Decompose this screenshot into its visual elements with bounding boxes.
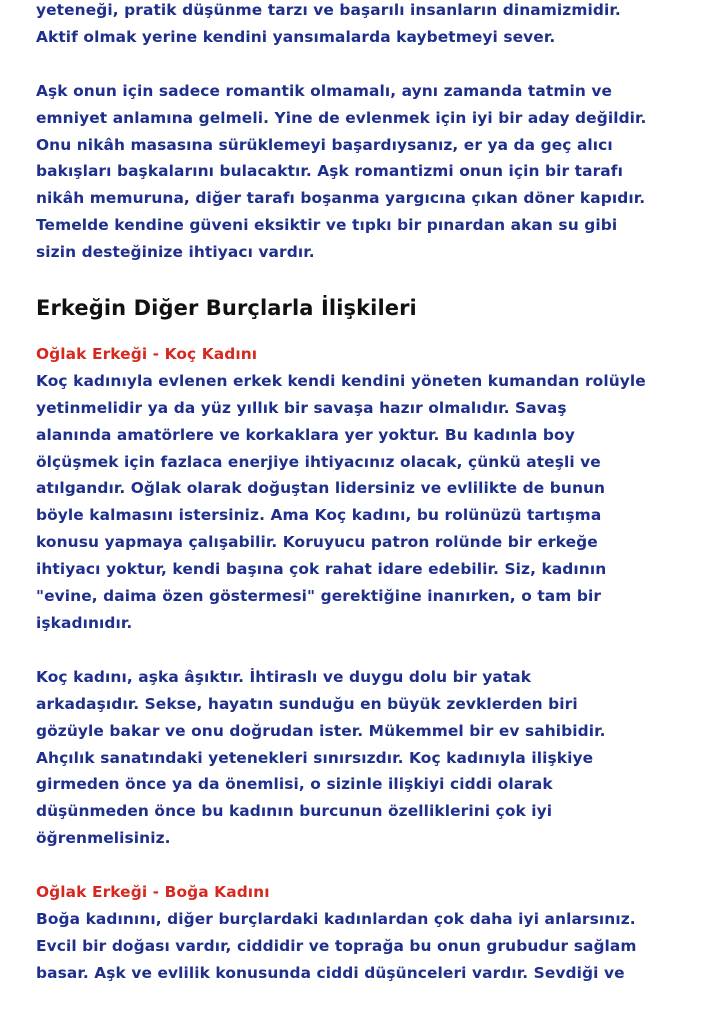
text-line: yetinmelidir ya da yüz yıllık bir savaşa hazır olmalıdır. Savaş	[36, 398, 567, 417]
text-line: konusu yapmaya çalışabilir. Koruyucu patron rolünde bir erkeğe	[36, 533, 598, 552]
text-line: girmeden önce ya da önemlisi, o sizinle ilişkiyi ciddi olarak	[36, 775, 553, 794]
text-line: sizin desteğinize ihtiyacı vardır.	[36, 243, 315, 262]
text-line: Temelde kendine güveni eksiktir ve tıpkı bir pınardan akan su gibi	[36, 216, 618, 235]
text-line: Koç kadını, aşka âşıktır. İhtiraslı ve duygu dolu bir yatak	[36, 667, 532, 686]
text-line: alanında amatörlere ve korkaklara yer yoktur. Bu kadınla boy	[36, 425, 575, 444]
text-line: "evine, daima özen göstermesi" gerektiğine inanırken, o tam bir	[36, 587, 602, 606]
text-line: ölçüşmek için fazlaca enerjiye ihtiyacınız olacak, çünkü ateşli ve	[36, 452, 601, 471]
subsection-title: Oğlak Erkeği - Boğa Kadını	[36, 883, 270, 902]
text-line: Aktif olmak yerine kendini yansımalarda kaybetmeyi sever.	[36, 27, 556, 46]
text-line: gözüyle bakar ve onu doğrudan ister. Mükemmel bir ev sahibidir.	[36, 721, 606, 740]
text-line: atılgandır. Oğlak olarak doğuştan lidersiniz ve evlilikte de bunun	[36, 479, 606, 498]
text-line: Aşk onun için sadece romantik olmamalı, aynı zamanda tatmin ve	[36, 81, 613, 100]
text-line: bakışları başkalarını bulacaktır. Aşk romantizmi onun için bir tarafı	[36, 162, 623, 181]
document-page	[36, 0, 706, 1014]
paragraph-aries-woman	[36, 664, 706, 852]
text-line: düşünmeden önce bu kadının burcunun özelliklerini çok iyi	[36, 802, 553, 821]
paragraph-love	[36, 78, 706, 266]
text-line: basar. Aşk ve evlilik konusunda ciddi düşünceleri vardır. Sevdiği ve	[36, 963, 625, 982]
section-heading: Erkeğin Diğer Burçlarla İlişkileri	[36, 295, 417, 320]
text-line: Boğa kadınını, diğer burçlardaki kadınlardan çok daha iyi anlarsınız.	[36, 909, 636, 928]
paragraph-intro	[36, 0, 706, 51]
section-capricorn-taurus	[36, 879, 706, 987]
subsection-title: Oğlak Erkeği - Koç Kadını	[36, 344, 258, 363]
text-line: işkadınıdır.	[36, 614, 133, 632]
text-line: arkadaşıdır. Sekse, hayatın sunduğu en büyük zevklerden biri	[36, 694, 578, 713]
text-line: yeteneği, pratik düşünme tarzı ve başarılı insanların dinamizmidir.	[36, 1, 621, 19]
text-line: Ahçılık sanatındaki yetenekleri sınırsızdır. Koç kadınıyla ilişkiye	[36, 748, 594, 767]
text-line: nikâh memuruna, diğer tarafı boşanma yargıcına çıkan döner kapıdır.	[36, 189, 646, 208]
text-line: Evcil bir doğası vardır, ciddidir ve toprağa bu onun grubudur sağlam	[36, 936, 637, 955]
text-line: Onu nikâh masasına sürüklemeyi başardıysanız, er ya da geç alıcı	[36, 135, 613, 154]
text-line: emniyet anlamına gelmeli. Yine de evlenmek için iyi bir aday değildir.	[36, 108, 647, 127]
text-line: böyle kalmasını istersiniz. Ama Koç kadını, bu rolünüzü tartışma	[36, 506, 602, 525]
text-line: Koç kadınıyla evlenen erkek kendi kendini yöneten kumandan rolüyle	[36, 371, 646, 390]
text-line: ihtiyacı yoktur, kendi başına çok rahat idare edebilir. Siz, kadının	[36, 560, 607, 579]
section-capricorn-aries	[36, 341, 706, 637]
text-line: öğrenmelisiniz.	[36, 829, 171, 848]
